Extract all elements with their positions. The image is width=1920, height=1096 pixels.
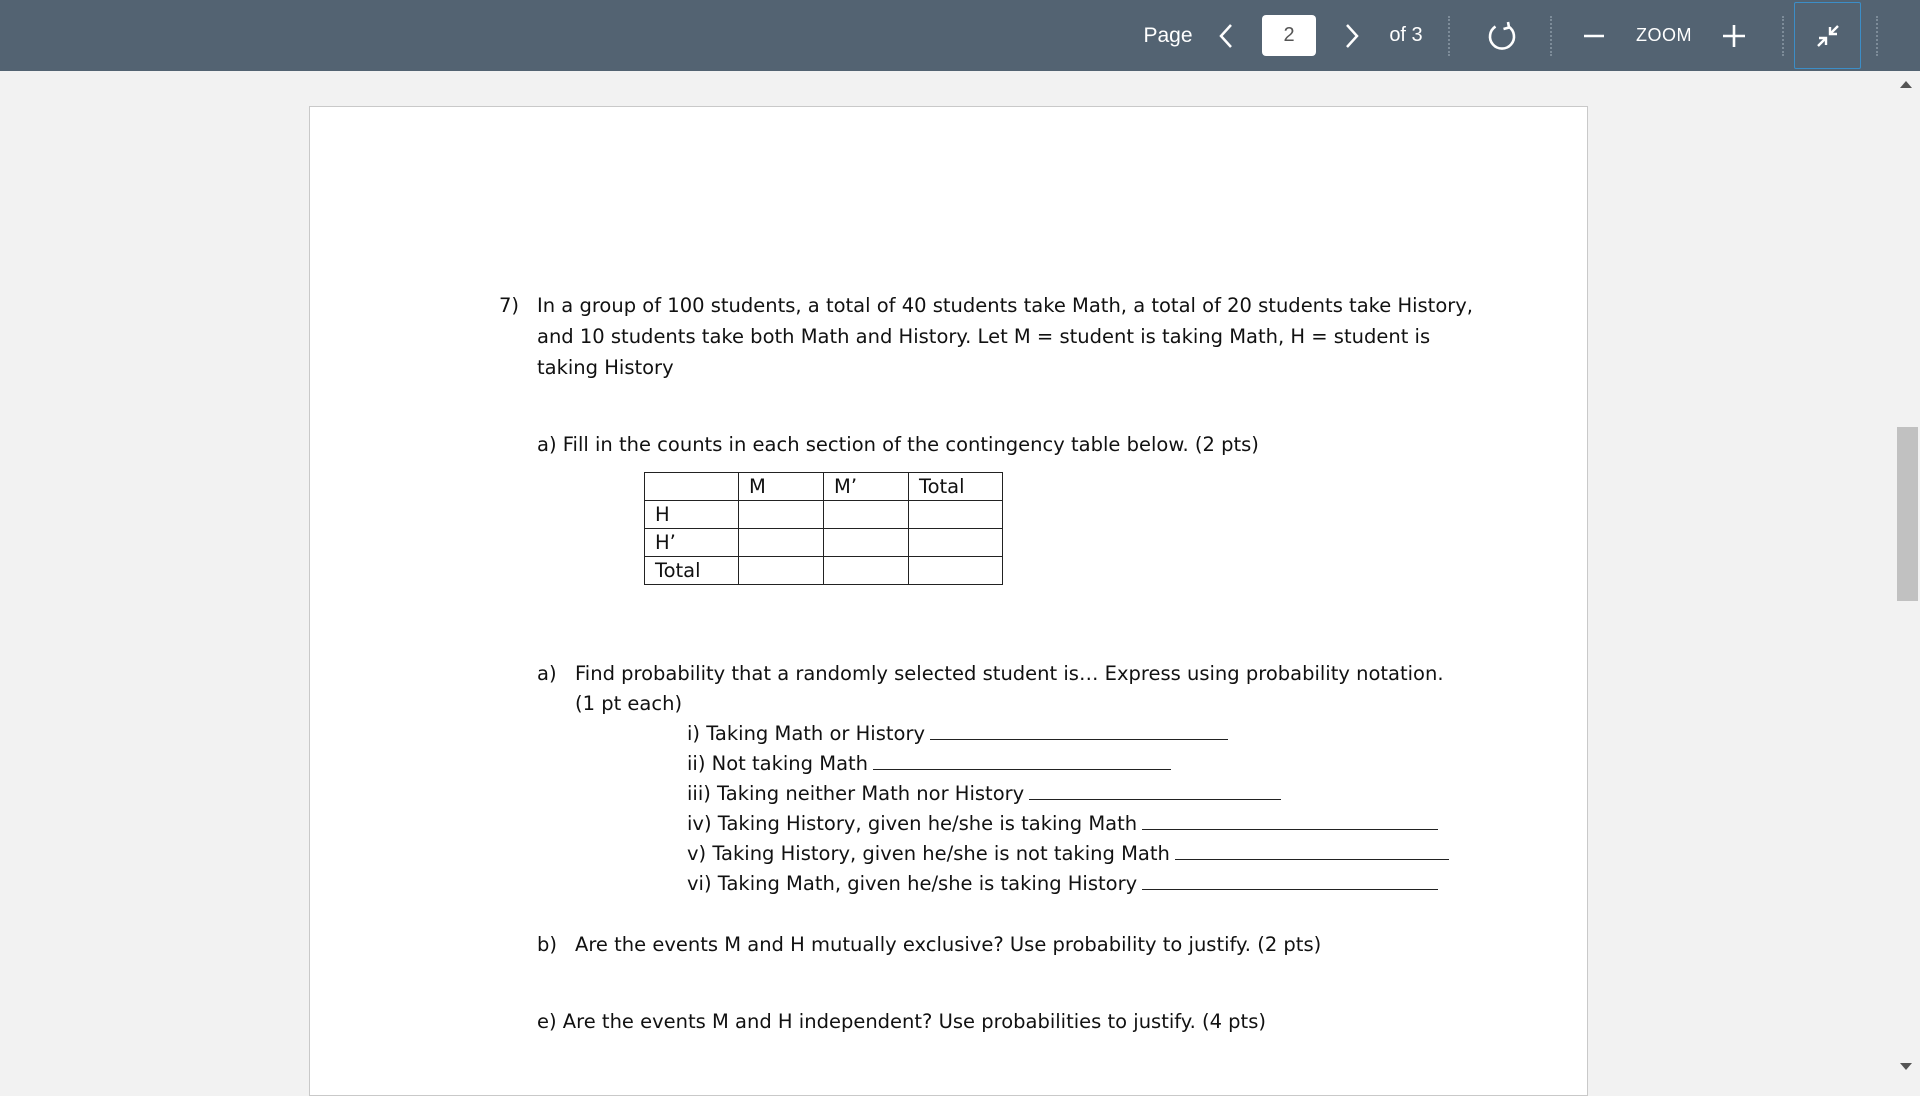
toolbar-divider: [1876, 16, 1878, 56]
contingency-table: [644, 472, 1003, 585]
sub-question: [687, 812, 1438, 835]
zoom-out-button[interactable]: [1574, 0, 1614, 71]
sub-question-text: i) Taking Math or History: [687, 722, 925, 745]
sub-question-text: ii) Not taking Math: [687, 752, 869, 775]
table-cell: [909, 501, 1003, 529]
table-row: [645, 529, 1003, 557]
minus-icon: [1583, 25, 1605, 47]
table-header-cell: M’: [824, 473, 909, 501]
part-e-question: e) Are the events M and H independent? Use probabilities to justify. (4 pts): [537, 1010, 1266, 1033]
table-row-label: H’: [645, 529, 739, 557]
table-cell: [645, 473, 739, 501]
table-cell: [824, 501, 909, 529]
table-cell: [739, 529, 824, 557]
part-a2-label: a): [537, 662, 557, 685]
page-label: Page: [1143, 23, 1193, 47]
sub-question-text: iv) Taking History, given he/she is taking Math: [687, 812, 1138, 835]
question-text-line: taking History: [537, 356, 674, 379]
table-cell: [909, 529, 1003, 557]
table-cell: [824, 557, 909, 585]
question-text-line: In a group of 100 students, a total of 40 students take Math, a total of 20 students take History,: [537, 294, 1474, 317]
answer-blank: [930, 738, 1228, 740]
table-row: [645, 557, 1003, 585]
answer-blank: [1142, 828, 1438, 830]
question-number: 7): [499, 294, 520, 317]
table-cell: [909, 557, 1003, 585]
pdf-page: [309, 106, 1588, 1096]
part-a-instruction: a) Fill in the counts in each section of the contingency table below. (2 pts): [537, 433, 1259, 456]
part-a2-points: (1 pt each): [575, 692, 683, 715]
answer-blank: [1142, 888, 1438, 890]
answer-blank: [1029, 798, 1281, 800]
sub-question-text: vi) Taking Math, given he/she is taking History: [687, 872, 1138, 895]
sub-question-text: v) Taking History, given he/she is not taking Math: [687, 842, 1170, 865]
page-number-input[interactable]: [1262, 15, 1316, 56]
collapse-icon: [1815, 23, 1841, 49]
table-header-row: [645, 473, 1003, 501]
answer-blank: [1175, 858, 1449, 860]
part-b-label: b): [537, 933, 557, 956]
sub-question: [687, 872, 1438, 895]
toolbar-divider: [1782, 16, 1784, 56]
table-row-label: H: [645, 501, 739, 529]
table-row: [645, 501, 1003, 529]
table-header-cell: M: [739, 473, 824, 501]
table-header-cell: Total: [909, 473, 1003, 501]
table-cell: [739, 501, 824, 529]
toolbar-divider: [1550, 16, 1552, 56]
rotate-icon: [1486, 20, 1518, 52]
chevron-left-icon: [1217, 22, 1235, 50]
sub-question: [687, 782, 1281, 805]
answer-blank: [873, 768, 1171, 770]
sub-question: [687, 752, 1171, 775]
table-cell: [824, 529, 909, 557]
next-page-button[interactable]: [1334, 0, 1370, 71]
rotate-button[interactable]: [1480, 0, 1524, 71]
part-a2-instruction: Find probability that a randomly selected student is… Express using probability notation.: [575, 662, 1444, 685]
table-row-label: Total: [645, 557, 739, 585]
sub-question-text: iii) Taking neither Math nor History: [687, 782, 1025, 805]
part-b-question: Are the events M and H mutually exclusive? Use probability to justify. (2 pts): [575, 933, 1322, 956]
pdf-toolbar: [0, 0, 1920, 71]
toolbar-divider: [1448, 16, 1450, 56]
page-count-label: of 3: [1389, 24, 1423, 46]
document-viewer: [0, 71, 1920, 1080]
sub-question: [687, 842, 1449, 865]
zoom-label: ZOOM: [1636, 25, 1692, 45]
page-content: [310, 107, 1587, 1095]
vertical-scrollbar[interactable]: [1895, 71, 1920, 1080]
chevron-right-icon: [1343, 22, 1361, 50]
question-text-line: and 10 students take both Math and History. Let M = student is taking Math, H = student is: [537, 325, 1431, 348]
plus-icon: [1722, 24, 1746, 48]
scroll-down-arrow-icon[interactable]: [1900, 1063, 1912, 1070]
scroll-up-arrow-icon[interactable]: [1900, 81, 1912, 88]
sub-question: [687, 722, 1228, 745]
scrollbar-thumb[interactable]: [1897, 427, 1918, 601]
zoom-in-button[interactable]: [1714, 0, 1754, 71]
table-cell: [739, 557, 824, 585]
previous-page-button[interactable]: [1208, 0, 1244, 71]
exit-fullscreen-button[interactable]: [1794, 2, 1861, 69]
